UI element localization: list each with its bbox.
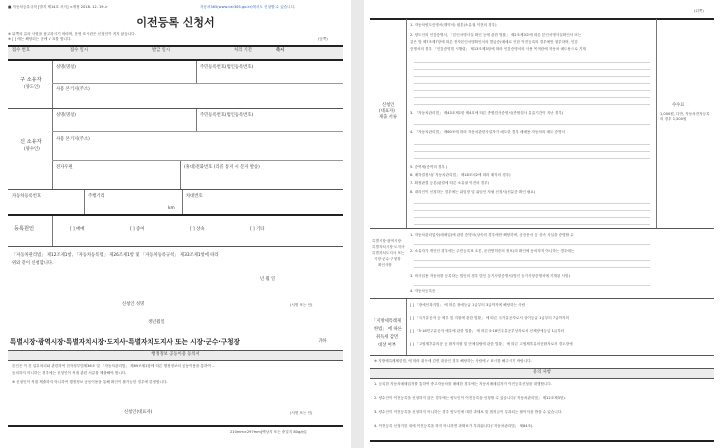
attach-item: 증명서의 경우 「인감증명법 시행령」 제13조제3항에 따라 인감증명서의 사용 목적란에 자동차 매도용으로 기재 [410,47,586,51]
agency-text-block [414,256,650,272]
receipt-row-shade [8,47,343,59]
admin-consent-text-3: ※ 신청인이 직접 제출하지 아니하여 행정정보 공동이용을 통해 확인이 불가능한 경우에 한정합니다. [12,380,168,384]
email-label: 전자우편 [56,165,73,170]
agency-item: 3. 비사업용 자동차를 등록하는 법인의 경우 법인 등기사항증명서(법인 등기사항증명서에 기재된 사항) [410,274,570,278]
attach-text-block [414,199,650,225]
former-owner-label: 구 소유자 [20,77,42,83]
agency-label: 특별자치도지사 또는 [372,251,405,255]
agency-item: 2. 소유자가 개인인 경우에는 주민등록표 초본, 운전면허증의 정보(의 확인에 동의하지 아니하는 경우에는 [410,249,575,253]
divider [196,61,197,83]
applicant-sign: (서명 또는 인) [290,303,313,307]
agency-item: 4. 자동차등록증 [410,289,436,293]
law-text-2: 위와 같이 신청합니다. [12,261,54,266]
divider [370,368,714,369]
form-notes-2: ※ [ ] 에는 해당되는 곳에 √ 표를 합니다. [8,37,72,41]
divider [52,109,53,189]
divider [8,350,343,351]
applicant-label: 신청인 성명 [122,302,145,307]
reason-checkbox-sale[interactable]: [ ] 매매 [70,227,85,232]
admin-consent-title: 행정정보 공동이용 동의서 [151,352,200,357]
attach-text-block [414,58,650,106]
attach-item: 7. 확정판결 등본(판결에 따른 소유권 이전의 경우) [410,181,490,185]
notice-item: 1. 등록한 자동차매매업자를 통하여 중고자동차를 매매한 경우에는 자동차매매업자가 이전등록신청을 대행합니다. [374,382,553,386]
attach-item: 3. 「자동차관리법」 제43조제1항 제4호에 따른 종합검사증명서(종합검사 유효기간이 지난 경우) [410,111,564,115]
notice-item: 2. 양수인이 이전등록을 신청하지 않은 경우에는 양도인이 이전등록을 신청할 수 있습니다(「자동차관리법」 제12조제3항). [374,396,566,400]
page-side-label: (뒤쪽) [694,9,704,13]
receipt-date-label: 접수 일시 [70,48,88,53]
divider [370,228,714,229]
former-owner-sub-label: (양도인) [24,85,40,90]
local-tax-label: 취득세 감면 [376,335,399,340]
former-owner-name-label: 성명(명칭) [56,65,76,70]
law-text: 「자동차관리법」 제12조제1항, 「자동차등록령」 제26조제1항 및 「자동차등록규칙」 제33조제1항에 따라 [12,253,219,258]
local-tax-checkbox[interactable]: [ ] 「고엽제후유의증 등 환자지원 및 단체설립에 관한 법률」 에 따른 고엽제후유의증환자로서 경도장애 [410,342,573,346]
former-owner-address-label: 사용 본거지(주소) [56,87,90,92]
divider [8,189,343,190]
receipt-no-label: 접수 번호 [12,48,30,53]
admin-consent-text-2: 동의하지 아니하는 경우에는 신청인이 직접 관련 서류를 제출해야 합니다. [12,371,127,375]
divider [84,190,85,214]
mobile-label: (휴대)전화번호 (리콜 통지 시 문자 발송) [184,165,260,170]
form-header-left: ■ 자동차등록규칙 [별지 제14호 서식] <개정 2018. 12. 19.> [8,5,108,9]
local-tax-label: 「지방세특례제 [372,319,402,324]
notice-title: 유의 사항 [533,370,551,375]
attach-label-rep: (대표자) [379,109,395,114]
attach-item: 4. 「자동차관리법」 제60조에 따라 자동차관련사업자가 매도한 경우 매매용 자동차의 매도 증명서 [410,130,566,134]
divider [370,378,714,379]
mileage-label: 주행거리 [88,194,105,199]
registration-reason-label: 등록원인 [14,226,35,232]
new-owner-resident-no-label: 주민등록번호(법인등록번호) [200,113,254,118]
attach-item: 1. 자동차양도증명서(계약서) 원본(소유권 이전의 경우) [410,23,497,27]
attach-text-block [414,140,650,164]
dob-label: 생년월일 [148,320,165,325]
divider [52,131,343,132]
local-tax-checkbox[interactable]: [ ] 「5·18민주유공자 예우에 관한 법률」 에 따른 5·18민주유공부상자로서 신체장애등급 1급부터 [410,329,565,333]
divider [370,355,714,356]
admin-consent-sign: (서명 또는 인) [290,411,313,415]
local-tax-note: ※ 지방세특례제한법, 에 따라 취득세 감면 대상인 경우 해당하는 사람에 √ 표시를 해주시기 바랍니다. [374,359,532,363]
divider [8,108,343,109]
issue-date-label: 발급 일시 [152,48,170,53]
application-form-front-page [0,0,351,448]
attach-label-applicant: 신청인 [382,103,395,108]
local-tax-checkbox[interactable]: [ ] 「국가유공자 등 예우 및 지원에 관한 법률」 에 따른 국가유공자로서 상이등급 1급부터 7급까지의 [410,316,570,320]
divider [52,160,343,161]
new-owner-label: 신 소유자 [20,139,42,145]
paper-spec-footer: 210mm×297mm[백상지 또는 중질지 80g/㎡] [230,430,307,434]
reason-checkbox-gift[interactable]: [ ] 증여 [130,227,145,232]
divider [8,360,343,361]
divider [370,298,714,299]
form-notes: ※ 뒤쪽의 유의 사항을 참고하시기 바라며, 음영 표시란은 신청인이 적지 않습니다. [8,32,136,36]
attach-item: 6. 매각결정서(「자동차관리법」 제18조의2에 따라 매각의 경우) [410,173,511,177]
divider [8,214,343,216]
agency-label: 특별시장·광역시장· [372,239,403,243]
application-form-back-page [364,0,720,448]
divider [406,299,407,355]
vin-label: 차대번호 [186,194,203,199]
attach-label-docs: 제출 서류 [379,115,397,120]
attach-item: 2. 양도인의 인감증명서, 「본인서명사실 확인 등에 관한 법률」 제2조제3호에 따른 본인서명사실확인서 또는 [410,33,582,37]
car-reg-no-label: 자동차등록번호 [12,194,42,199]
divider [370,440,714,442]
divider [406,19,407,228]
date-line: 년 월 일 [260,277,276,282]
divider [370,18,714,20]
agency-item: 1. 자동차관리업자(매매업)에 관한 증명서(상속의 경우에만 해당하며, 공증문서 등 상속 사실을 증명할 수 [410,233,574,237]
divider [8,246,343,247]
admin-consent-signer: 신청인(대표자) [124,410,153,415]
divider [182,190,183,214]
fee-values: 1,000원, 다만, 자동차전자등록의 경우 1,500원 [660,112,710,122]
fee-label: 수수료 [672,103,685,108]
page-side-label: (앞쪽) [318,37,328,41]
form-header-right: 자동차365(www.car365.go.kr)에서도 신청할 수 있습니다. [200,5,296,9]
agency-label: 특별자치시장·도지사· [372,245,406,249]
attach-item: 8. 대리인이 신청하는 경우에는 위임장 및 위임인 자필 신청서(신분증 확인 필요) [410,190,536,194]
agency-label: 시장·군수·구청장 [374,257,401,261]
addressee-suffix: 귀하 [318,339,327,344]
addressee: 특별시장·광역시장·특별자치시장·도지사·특별자치도지사 또는 시장·군수·구청장 [10,338,240,346]
agency-label: 확인사항 [378,263,392,267]
processing-period-label: 처리 기간 [234,48,252,53]
attach-text-block [414,120,650,130]
local-tax-label: 한법」 에 따른 [374,327,402,332]
divider [52,83,343,84]
mileage-unit: km [168,206,175,211]
attach-item: 같은 법 제7조제7항에 따른 전자본인서명확인서의 발급증(매매로 인한 이전등록의 경우에만 첨부하며, 인감 [410,40,578,44]
divider [8,59,343,61]
divider [656,19,657,228]
reason-checkbox-other[interactable]: [ ] 기타 [250,227,265,232]
admin-consent-text: 본인은 이 건 업무처리와 관련하여 전자정부법제36조 및 「자동차관리법」 제69조제1항에 따른 행정정보의 공동이용을 통하여 ... [12,364,216,368]
former-owner-resident-no-label: 주민등록번호(법인등록번호) [200,65,254,70]
agency-text-block [414,281,650,288]
reason-checkbox-inheritance[interactable]: [ ] 상속 [190,227,205,232]
divider [196,109,197,131]
notice-item: 4. 이전등록 신청기한 내에 이전등록을 하지 아니하면 과태료가 부과됩니다(「자동차관리법」 제84조). [374,424,534,428]
divider [52,61,53,108]
divider [52,216,53,246]
divider [180,161,181,189]
new-owner-name-label: 성명(명칭) [56,113,76,118]
processing-period-value: 즉시 [276,48,285,53]
divider [8,425,343,427]
local-tax-label: 대상 여부 [378,343,396,348]
form-title: 이전등록 신청서 [136,16,215,29]
new-owner-sub-label: (양수인) [24,147,40,152]
local-tax-checkbox[interactable]: [ ] 「장애인복지법」 에 따른 장애등급 1급부터 3급까지에 해당하는 사람 [410,303,526,307]
agency-text-block [414,240,650,248]
notice-item: 3. 양수인이 이전등록을 신청하지 아니하는 경우 양도인에 대한 과태료 및 범칙금이 부과되는 불이익을 받을 수 있습니다. [374,410,563,414]
new-owner-address-label: 사용 본거지(주소) [56,137,90,142]
attach-item: 5. 증여세(증여의 경우 ) [410,165,448,169]
